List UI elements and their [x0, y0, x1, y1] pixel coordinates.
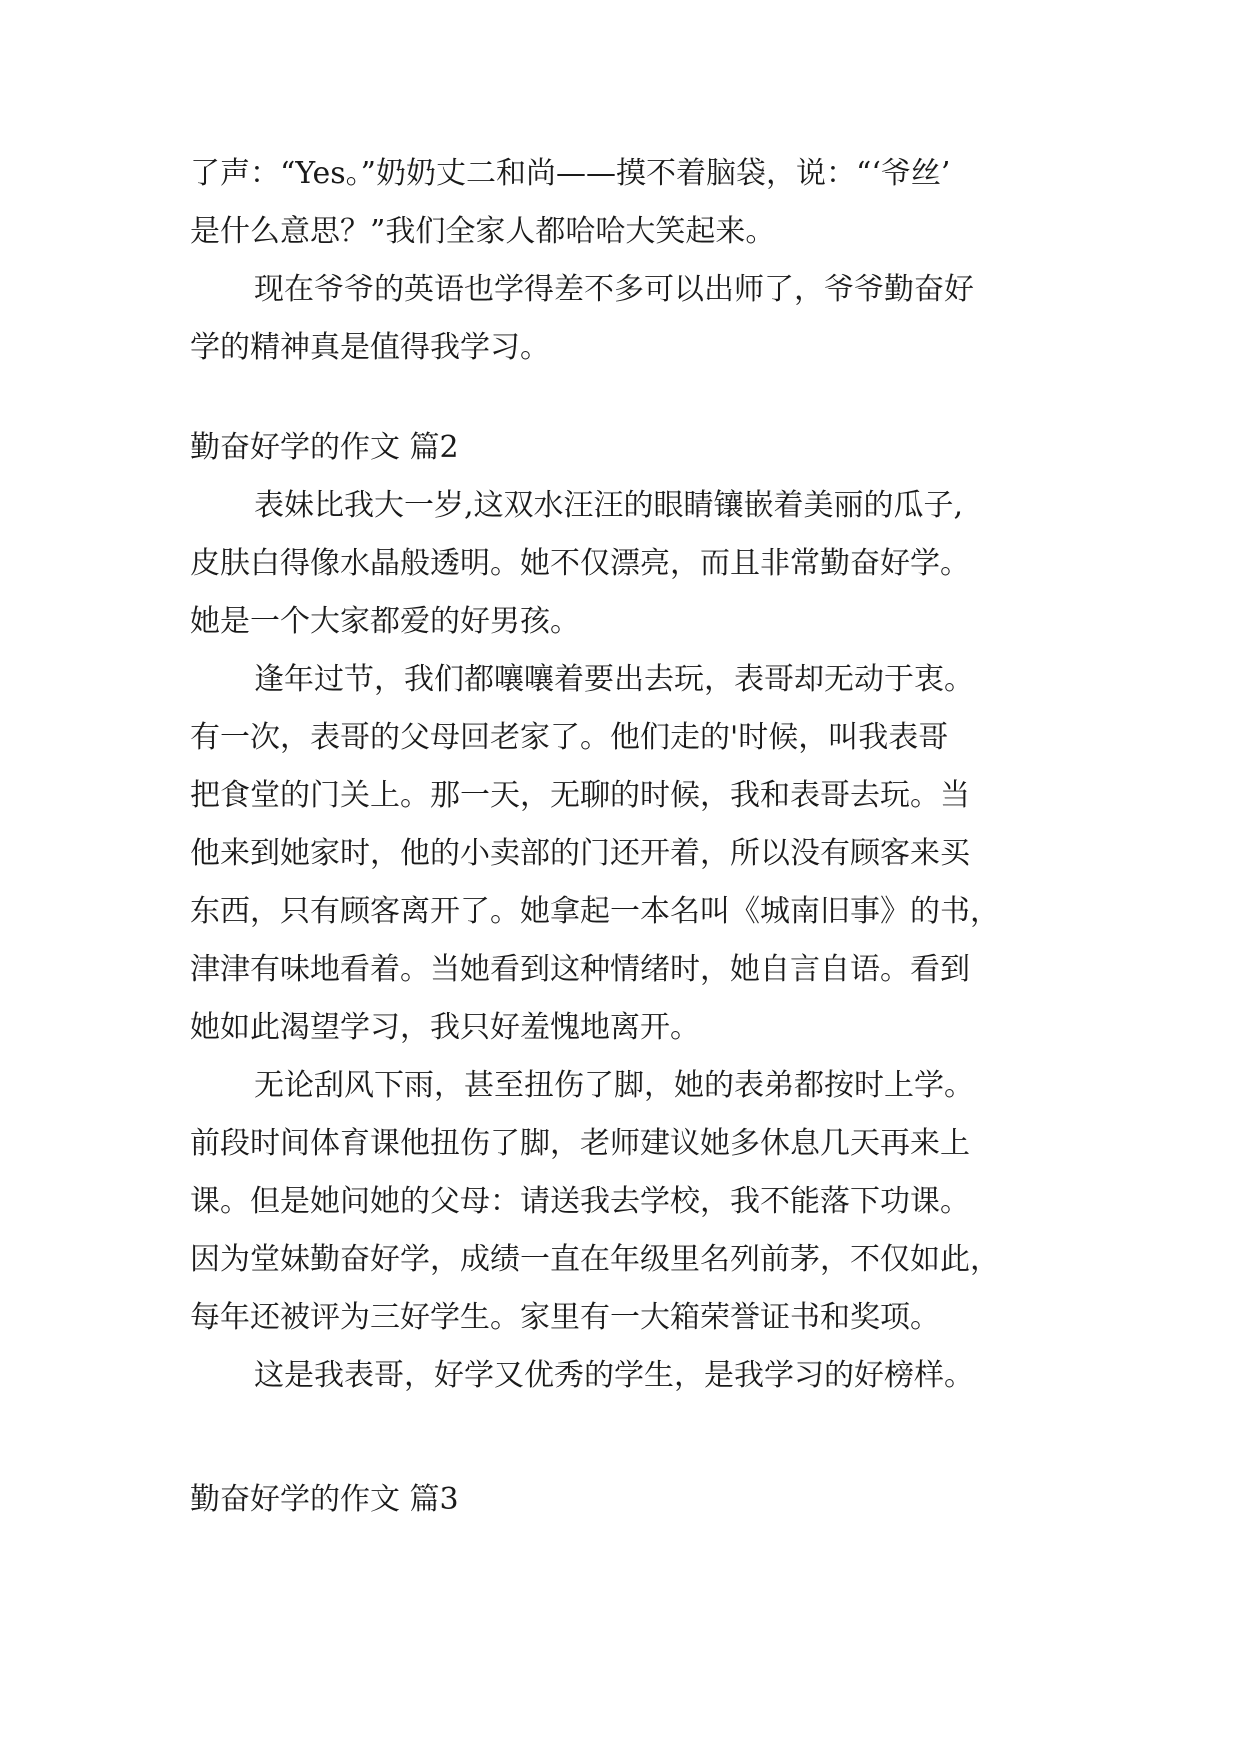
text-line: 有一次，表哥的父母回老家了。他们走的'时候，叫我表哥 — [190, 720, 949, 755]
intro-paragraph-2 — [190, 261, 1070, 377]
text-line: 这是我表哥，好学又优秀的学生，是我学习的好榜样。 — [254, 1358, 974, 1393]
text-line: 现在爷爷的英语也学得差不多可以出师了，爷爷勤奋好 — [254, 272, 974, 307]
text-line: 津津有味地看着。当她看到这种情绪时，她自言自语。看到 — [190, 952, 970, 987]
section2-paragraph-4 — [190, 1347, 1070, 1405]
text-line: 把食堂的门关上。那一天，无聊的时候，我和表哥去玩。当 — [190, 778, 970, 813]
text-line: 是什么意思？”我们全家人都哈哈大笑起来。 — [190, 214, 776, 249]
text-line: 她是一个大家都爱的好男孩。 — [190, 604, 580, 639]
section-heading-3: 勤奋好学的作文 篇3 — [190, 1482, 459, 1517]
document-body — [190, 145, 1070, 1529]
text-line: 表妹比我大一岁,这双水汪汪的眼睛镶嵌着美丽的瓜子, — [254, 488, 964, 523]
text-line: 逢年过节，我们都嚷嚷着要出去玩，表哥却无动于衷。 — [254, 662, 974, 697]
text-line: 因为堂妹勤奋好学，成绩一直在年级里名列前茅，不仅如此， — [190, 1242, 1000, 1277]
text-line: 课。但是她问她的父母：请送我去学校，我不能落下功课。 — [190, 1184, 970, 1219]
section2-paragraph-1 — [190, 477, 1070, 651]
text-line: 前段时间体育课他扭伤了脚，老师建议她多休息几天再来上 — [190, 1126, 970, 1161]
text-line: 无论刮风下雨，甚至扭伤了脚，她的表弟都按时上学。 — [254, 1068, 974, 1103]
text-line: 皮肤白得像水晶般透明。她不仅漂亮，而且非常勤奋好学。 — [190, 546, 970, 581]
text-line: 学的精神真是值得我学习。 — [190, 330, 550, 365]
text-line: 了声：“Yes。”奶奶丈二和尚——摸不着脑袋，说：“‘爷丝’ — [190, 156, 951, 191]
text-line: 每年还被评为三好学生。家里有一大箱荣誉证书和奖项。 — [190, 1300, 940, 1335]
section2-paragraph-2 — [190, 651, 1070, 1057]
text-line: 东西，只有顾客离开了。她拿起一本名叫《城南旧事》的书， — [190, 894, 1000, 929]
section-heading-2: 勤奋好学的作文 篇2 — [190, 430, 459, 465]
text-line: 她如此渴望学习，我只好羞愧地离开。 — [190, 1010, 700, 1045]
text-line: 他来到她家时，他的小卖部的门还开着，所以没有顾客来买 — [190, 836, 970, 871]
intro-paragraph-1 — [190, 145, 1070, 261]
section2-paragraph-3 — [190, 1057, 1070, 1347]
